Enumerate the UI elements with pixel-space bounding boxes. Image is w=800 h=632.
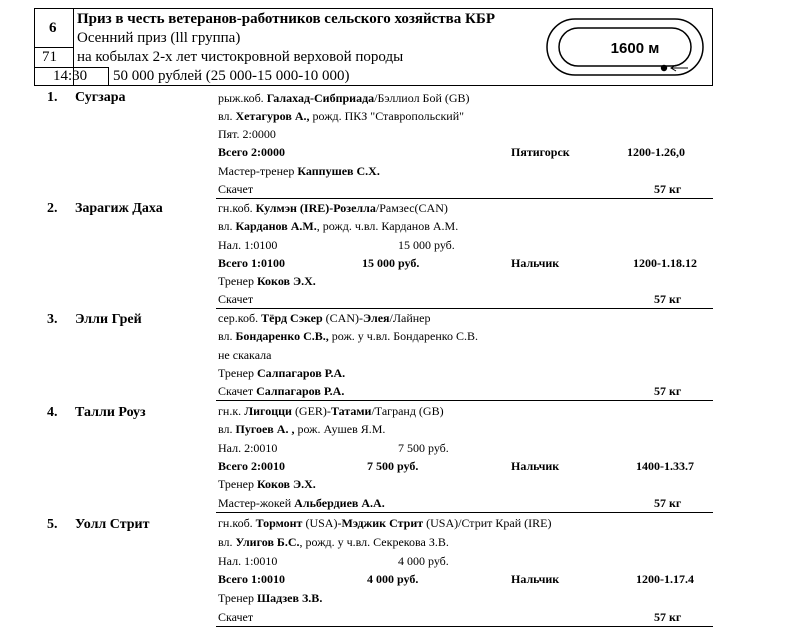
jockey: Скачет [218,610,254,624]
owner: вл. Карданов А.М., рожд. ч.вл. Карданов А.М. [218,219,459,233]
divider [216,512,713,513]
stats-line: не скакала [218,348,272,362]
stats-line: Нал. 1:0100 [218,238,278,252]
race-conditions: на кобылах 2-х лет чистокровной верховой породы [77,49,404,65]
weight: 57 кг [654,182,682,196]
trainer: Тренер Коков Э.Х. [218,274,316,288]
race-purse: 50 000 рублей (25 000-15 000-10 000) [113,68,350,84]
owner: вл. Пугоев А. , рож. Аушев Я.М. [218,422,386,436]
jockey: Мастер-жокей Альбердиев А.А. [218,496,385,510]
horse-name: Сугзара [75,90,126,105]
horse-name: Уолл Стрит [75,517,150,532]
pedigree: гн.к. Лигоцци (GER)-Татами/Тагранд (GB) [218,404,444,418]
best-city: Нальчик [511,572,560,586]
trainer: Мастер-тренер Каппушев С.Х. [218,164,380,178]
divider [216,400,713,401]
owner: вл. Хетагуров А., рожд. ПКЗ "Ставропольский" [218,109,465,123]
weight: 57 кг [654,496,682,510]
stats-line: Нал. 2:0010 [218,441,278,455]
best-time: 1200-1.17.4 [636,572,694,586]
stats-line: Пят. 2:0000 [218,127,276,141]
divider [216,198,713,199]
weight: 57 кг [654,384,682,398]
entry-position: 3. [47,312,58,327]
horse-name: Зарагиж Даха [75,201,163,216]
owner: вл. Улигов Б.С., рожд. у ч.вл. Секрекова З.В. [218,535,449,549]
trainer: Тренер Коков Э.Х. [218,477,316,491]
pedigree: гн.коб. Тормонт (USA)-Мэджик Стрит (USA)/Стрит Край (IRE) [218,516,552,530]
distance-label: 1600 м [610,40,660,57]
weight: 57 кг [654,292,682,306]
total-money: 4 000 руб. [367,572,419,586]
race-title: Приз в честь ветеранов-работников сельского хозяйства КБР [77,11,495,27]
race-time: 14:30 [53,68,88,84]
best-city: Пятигорск [511,145,570,159]
best-time: 1200-1.18.12 [633,256,697,270]
total-record: Всего 2:0000 [218,145,285,159]
stats-money: 15 000 руб. [398,238,455,252]
divider [216,626,713,627]
best-city: Нальчик [511,256,560,270]
jockey: Скачет Салпагаров Р.А. [218,384,345,398]
best-city: Нальчик [511,459,560,473]
entry-position: 4. [47,405,58,420]
pedigree: гн.коб. Кулмэн (IRE)-Розелла/Рамзес(CAN) [218,201,448,215]
horse-name: Элли Грей [75,312,142,327]
jockey: Скачет [218,182,254,196]
program-number: 71 [42,49,57,65]
best-time: 1400-1.33.7 [636,459,694,473]
total-money: 7 500 руб. [367,459,419,473]
entry-position: 5. [47,517,58,532]
pedigree: рыж.коб. Галахад-Сибприада/Бэллиол Бой (GB) [218,91,470,105]
total-money: 15 000 руб. [362,256,420,270]
owner: вл. Бондаренко С.В., рож. у ч.вл. Бондаренко С.В. [218,329,479,343]
track-diagram [543,15,707,79]
stats-money: 4 000 руб. [398,554,449,568]
stats-line: Нал. 1:0010 [218,554,278,568]
entry-position: 2. [47,201,58,216]
stats-money: 7 500 руб. [398,441,449,455]
finish-dot [661,65,667,71]
divider [216,308,713,309]
best-time: 1200-1.26,0 [627,145,685,159]
race-number: 6 [49,20,57,36]
total-record: Всего 1:0010 [218,572,285,586]
jockey: Скачет [218,292,254,306]
race-header [34,8,713,86]
entry-position: 1. [47,90,58,105]
total-record: Всего 1:0100 [218,256,285,270]
trainer: Тренер Шадзев З.В. [218,591,323,605]
race-subtitle: Осенний приз (lll группа) [77,30,241,46]
horse-name: Талли Роуз [75,405,146,420]
pedigree: сер.коб. Тёрд Сэкер (CAN)-Элея/Лайнер [218,311,431,325]
weight: 57 кг [654,610,682,624]
trainer: Тренер Салпагаров Р.А. [218,366,346,380]
total-record: Всего 2:0010 [218,459,285,473]
